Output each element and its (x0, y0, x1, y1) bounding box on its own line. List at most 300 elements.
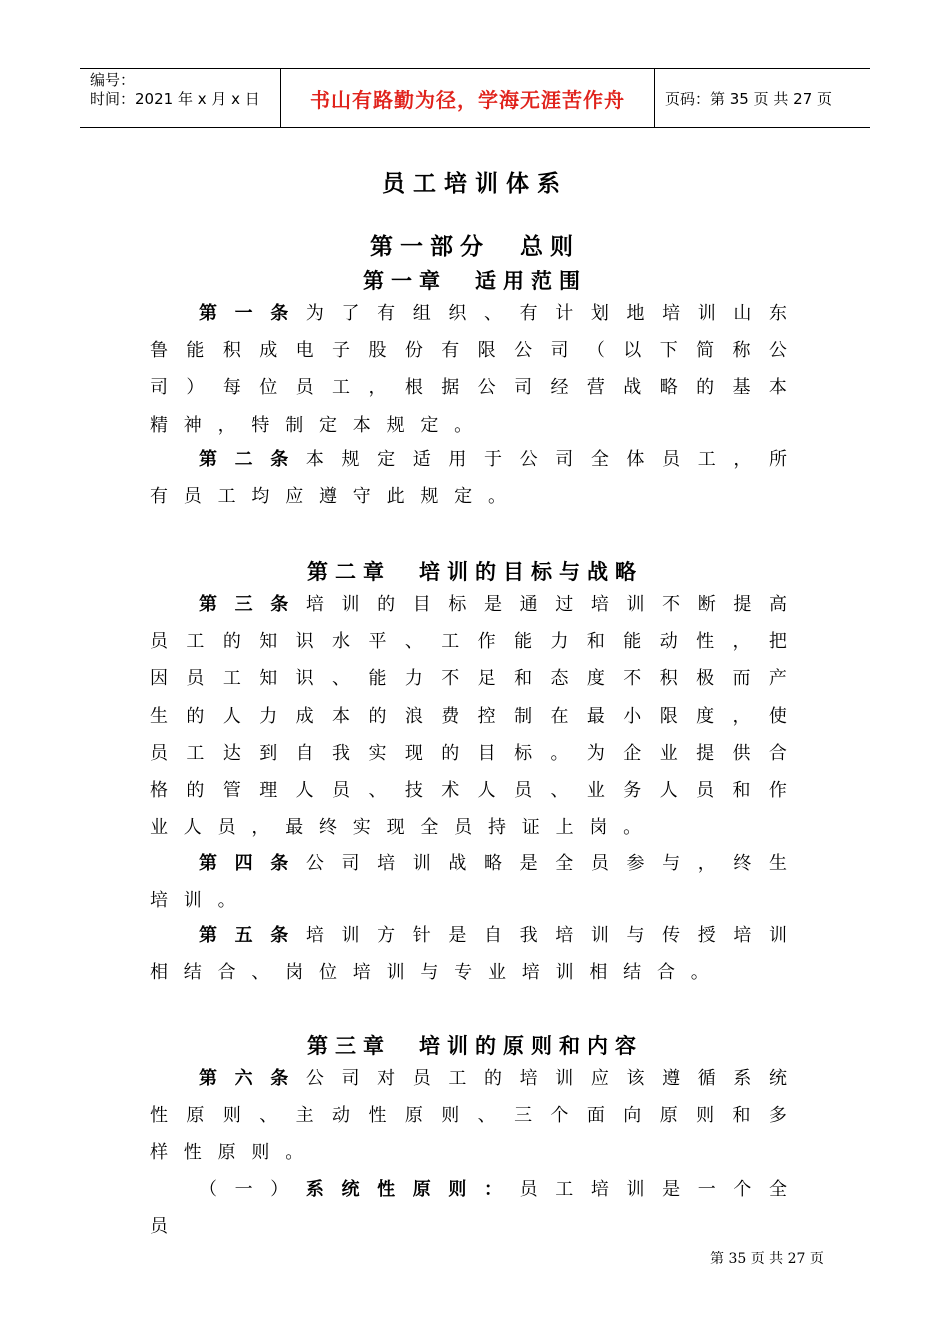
page-footer: 第 35 页 共 27 页 (710, 1251, 824, 1267)
text-char: 司 (555, 449, 574, 470)
text-char: 训 (697, 303, 716, 324)
text-char: 足 (477, 668, 496, 690)
text-char: 的 (441, 742, 460, 764)
article-label-char: 条 (270, 449, 289, 470)
header-motto: 书山有路勤为径，学海无涯苦作舟 (281, 69, 655, 127)
text-char: 性 (150, 1105, 168, 1127)
text-char: 企 (623, 742, 642, 764)
paragraph-line (199, 593, 787, 617)
paragraph-line (150, 779, 787, 803)
paragraph-line (150, 630, 787, 654)
text-char: 而 (732, 668, 751, 690)
chapter-title: 第二章 培训的目标与战略 (307, 560, 643, 584)
text-char: 原 (217, 1142, 236, 1164)
page-header (80, 68, 870, 128)
text-char: 断 (697, 594, 716, 615)
text-char: 培 (521, 962, 540, 984)
text-char: 持 (487, 817, 506, 839)
article-label-char: 第 (199, 449, 217, 470)
text-char: 人 (183, 817, 202, 839)
text-char: 授 (697, 925, 716, 946)
article-label-char: 第 (199, 303, 217, 324)
text-char: 度 (586, 668, 605, 690)
text-char: 生 (150, 705, 168, 727)
text-char: 和 (732, 1105, 751, 1127)
text-char: 识 (295, 668, 314, 690)
paragraph-line (199, 1178, 787, 1202)
text-char: 是 (448, 925, 467, 946)
text-char: 为 (586, 742, 605, 764)
text-char: 有 (519, 303, 538, 324)
text-char: 员 (519, 1179, 538, 1200)
text-char: 多 (768, 1105, 787, 1127)
text-char: 成 (259, 340, 278, 362)
text-char: 培 (662, 303, 681, 324)
text-char: 全 (590, 449, 609, 470)
header-page-code: 页码：第 35 页 共 27 页 (665, 89, 833, 108)
text-char: 下 (659, 340, 678, 362)
article-label-char: 条 (270, 925, 289, 946)
text-char: 战 (448, 853, 467, 874)
text-char: 全 (555, 853, 574, 874)
text-char: 培 (150, 890, 168, 912)
text-char: 与 (662, 853, 681, 874)
text-char: 根 (404, 377, 423, 399)
text-char: 我 (519, 925, 538, 946)
text-char: 遵 (662, 1068, 681, 1089)
text-char: 方 (377, 925, 396, 946)
text-char: 工 (332, 377, 351, 399)
text-char: 度 (696, 705, 715, 727)
text-char: 应 (285, 486, 304, 508)
text-char: 、 (477, 1105, 496, 1127)
article-label-char: 二 (234, 449, 253, 470)
text-char: 积 (222, 340, 241, 362)
text-char: 定 (420, 414, 439, 436)
text-char: 对 (377, 1068, 396, 1089)
text-char: 业 (487, 962, 506, 984)
text-char: 神 (183, 414, 202, 436)
text-char: 达 (222, 742, 241, 764)
text-char: 制 (285, 414, 304, 436)
paragraph-line (150, 376, 787, 400)
text-char: 略 (484, 853, 502, 874)
text-char: 则 (222, 1105, 241, 1127)
text-char: 工 (448, 1068, 467, 1089)
text-char: 训 (626, 1179, 645, 1200)
text-char: 能 (368, 668, 387, 690)
text-char: 因 (150, 668, 168, 690)
text-char: 本 (332, 705, 351, 727)
text-char: 术 (441, 780, 460, 801)
text-char: 性 (183, 1142, 202, 1164)
text-char: 限 (477, 340, 496, 362)
text-char: 公 (305, 1068, 324, 1089)
text-char: 上 (555, 817, 574, 839)
text-char: 计 (555, 303, 574, 324)
text-char: 特 (251, 414, 270, 436)
text-char: 定 (318, 414, 337, 436)
text-char: 组 (412, 303, 431, 324)
text-char: 不 (623, 668, 642, 690)
text-char: 则 (251, 1142, 270, 1164)
paragraph-line (199, 448, 787, 472)
article-label-char: 条 (270, 303, 289, 324)
text-char: 是 (519, 853, 538, 874)
text-char: 工 (186, 742, 205, 764)
text-char: 业 (150, 817, 168, 839)
text-char: 岗 (589, 817, 608, 839)
text-char: 小 (623, 705, 642, 727)
text-char: ） (186, 377, 205, 399)
text-char: 和 (732, 780, 751, 801)
paragraph-line (150, 742, 787, 766)
text-char: 。 (623, 817, 642, 839)
text-char: 守 (352, 486, 371, 508)
text-char: 样 (150, 1142, 168, 1164)
text-char: 面 (586, 1105, 605, 1127)
text-char: 地 (626, 303, 645, 324)
text-char: 作 (477, 631, 496, 653)
text-char: ， (697, 853, 716, 874)
text-char: 平 (368, 631, 387, 653)
article-label-char: 四 (234, 853, 253, 874)
paragraph-line (150, 705, 787, 729)
text-char: 能 (186, 340, 205, 362)
text-char: 员 (183, 486, 202, 508)
text-char: 规 (341, 449, 360, 470)
text-char: 参 (626, 853, 645, 874)
text-char: 则 (696, 1105, 715, 1127)
text-char: 能 (514, 631, 533, 653)
text-char: 到 (259, 742, 278, 764)
text-char: 与 (420, 962, 439, 984)
text-char: 管 (222, 780, 241, 801)
article-label-char: 六 (234, 1068, 253, 1089)
part-title: 第一部分 总则 (370, 234, 580, 260)
text-char: 司 (150, 377, 168, 399)
article-label-char: 系 (305, 1179, 324, 1200)
text-char: 不 (662, 594, 681, 615)
text-char: 员 (454, 817, 473, 839)
text-char: 动 (332, 1105, 351, 1127)
article-label-char: 性 (377, 1179, 396, 1200)
text-char: 合 (656, 962, 675, 984)
text-char: 股 (368, 340, 387, 362)
text-char: 培 (352, 962, 371, 984)
text-char: 公 (305, 853, 324, 874)
text-char: 能 (623, 631, 642, 653)
text-char: 和 (514, 668, 533, 690)
paragraph-line (150, 1141, 787, 1165)
text-char: 员 (150, 1216, 168, 1238)
paragraph-line (199, 924, 787, 948)
article-label-char: 三 (234, 594, 253, 615)
text-char: 的 (186, 705, 205, 727)
text-char: 格 (150, 780, 168, 801)
text-char: 水 (332, 631, 351, 653)
text-char: 成 (295, 705, 314, 727)
text-char: 培 (733, 925, 752, 946)
text-char: 。 (690, 962, 709, 984)
paragraph-line (199, 302, 787, 326)
text-char: 和 (586, 631, 605, 653)
text-char: 工 (555, 1179, 574, 1200)
text-char: 识 (295, 631, 314, 653)
text-char: 、 (404, 631, 423, 653)
text-char: 自 (295, 742, 314, 764)
article-label-char: 第 (199, 1068, 217, 1089)
text-char: 训 (341, 594, 360, 615)
header-meta (80, 69, 281, 127)
text-char: 营 (586, 377, 605, 399)
text-char: 力 (404, 668, 423, 690)
text-char: ， (251, 817, 270, 839)
article-label-char: 条 (270, 1068, 289, 1089)
text-char: 生 (769, 853, 787, 874)
text-char: 训 (341, 925, 360, 946)
text-char: 培 (590, 1179, 609, 1200)
text-char: （ (586, 340, 605, 362)
text-char: 极 (696, 668, 715, 690)
text-char: 一 (234, 1179, 253, 1200)
text-char: 的 (368, 705, 387, 727)
paragraph-line (199, 1067, 787, 1091)
text-char: 称 (732, 340, 751, 362)
text-char: 以 (623, 340, 642, 362)
text-char: 循 (697, 1068, 716, 1089)
text-char: 员 (662, 449, 681, 470)
text-char: ， (217, 414, 236, 436)
article-label-char: 条 (270, 594, 289, 615)
text-char: 员 (217, 817, 236, 839)
text-char: 的 (222, 631, 241, 653)
text-char: 传 (662, 925, 681, 946)
text-char: 高 (769, 594, 787, 615)
text-char: 与 (626, 925, 645, 946)
paragraph-line (150, 414, 787, 438)
text-char: 规 (420, 486, 439, 508)
text-char: 限 (659, 705, 678, 727)
text-char: 。 (454, 414, 473, 436)
text-char: 产 (768, 668, 787, 690)
text-char: 经 (550, 377, 569, 399)
text-char: 原 (404, 1105, 423, 1127)
text-char: 个 (733, 1179, 752, 1200)
text-char: 规 (386, 414, 405, 436)
text-char: 员 (412, 1068, 431, 1089)
text-char: 不 (441, 668, 460, 690)
text-char: 定 (377, 449, 396, 470)
text-char: 最 (586, 705, 605, 727)
text-char: 自 (484, 925, 502, 946)
text-char: 所 (769, 449, 787, 470)
text-char: 知 (259, 631, 278, 653)
text-char: 。 (217, 890, 236, 912)
text-char: 终 (318, 817, 337, 839)
text-char: 略 (659, 377, 678, 399)
article-label-char: 条 (270, 853, 289, 874)
text-char: 为 (305, 303, 324, 324)
text-char: 本 (768, 377, 787, 399)
text-char: 标 (448, 594, 467, 615)
text-char: 培 (590, 594, 609, 615)
chapter-title: 第一章 适用范围 (363, 269, 587, 293)
text-char: 电 (295, 340, 314, 362)
text-char: 最 (285, 817, 304, 839)
text-char: 训 (590, 925, 609, 946)
text-char: 。 (487, 486, 506, 508)
article-label-char: 第 (199, 594, 217, 615)
text-char: 训 (386, 962, 405, 984)
text-char: 浪 (404, 705, 423, 727)
text-char: 训 (555, 962, 574, 984)
text-char: 人 (659, 780, 678, 801)
text-char: 公 (768, 340, 787, 362)
text-char: 训 (626, 594, 645, 615)
text-char: 员 (150, 631, 168, 653)
text-char: 三 (514, 1105, 533, 1127)
text-char: 员 (150, 742, 168, 764)
text-char: 相 (589, 962, 608, 984)
paragraph-line (150, 339, 787, 363)
text-char: 培 (305, 594, 324, 615)
text-char: 有 (150, 486, 168, 508)
text-char: 人 (222, 705, 241, 727)
text-char: 业 (659, 742, 678, 764)
text-char: 态 (550, 668, 569, 690)
text-char: 有 (441, 340, 460, 362)
text-char: 员 (332, 780, 351, 801)
text-char: 此 (386, 486, 405, 508)
text-char: 目 (412, 594, 431, 615)
text-char: 性 (696, 631, 715, 653)
text-char: 该 (626, 1068, 645, 1089)
article-label-char: 一 (234, 303, 253, 324)
text-char: 技 (404, 780, 423, 801)
text-char: 公 (477, 377, 496, 399)
text-char: 全 (420, 817, 439, 839)
text-char: 力 (550, 631, 569, 653)
text-char: 性 (368, 1105, 387, 1127)
text-char: 过 (555, 594, 574, 615)
text-char: 鲁 (150, 340, 168, 362)
text-char: 主 (295, 1105, 314, 1127)
text-char: 用 (448, 449, 467, 470)
text-char: 人 (477, 780, 496, 801)
document-title: 员工培训体系 (382, 171, 568, 197)
text-char: 体 (626, 449, 645, 470)
text-char: 使 (768, 705, 787, 727)
text-char: 简 (696, 340, 715, 362)
text-char: ， (732, 705, 751, 727)
text-char: 实 (352, 817, 371, 839)
text-char: 据 (441, 377, 460, 399)
text-char: 我 (332, 742, 351, 764)
text-char: 结 (183, 962, 202, 984)
text-char: 费 (441, 705, 460, 727)
article-label-char: ： (484, 1179, 502, 1200)
text-char: 作 (768, 780, 787, 801)
text-char: 每 (222, 377, 241, 399)
text-char: 、 (259, 1105, 278, 1127)
paragraph-line (150, 485, 787, 509)
text-char: 、 (368, 780, 387, 801)
text-char: 员 (514, 780, 533, 801)
text-char: 合 (768, 742, 787, 764)
text-char: 应 (590, 1068, 609, 1089)
paragraph-line (150, 1104, 787, 1128)
article-label-char: 第 (199, 853, 217, 874)
text-char: 了 (341, 303, 360, 324)
text-char: 培 (519, 1068, 538, 1089)
text-char: 则 (441, 1105, 460, 1127)
text-char: 司 (514, 377, 533, 399)
text-char: 本 (305, 449, 324, 470)
text-char: 提 (696, 742, 715, 764)
text-char: 证 (521, 817, 540, 839)
article-label-char: 原 (412, 1179, 431, 1200)
chapter-title: 第三章 培训的原则和内容 (307, 1034, 643, 1058)
text-char: 是 (484, 594, 502, 615)
text-char: ） (270, 1179, 289, 1200)
text-char: 全 (769, 1179, 787, 1200)
text-char: 工 (441, 631, 460, 653)
text-char: 培 (555, 925, 574, 946)
text-char: 司 (550, 340, 569, 362)
text-char: 务 (623, 780, 642, 801)
text-char: 在 (550, 705, 569, 727)
paragraph-line (199, 852, 787, 876)
text-char: ， (732, 631, 751, 653)
text-char: 、 (332, 668, 351, 690)
text-char: 的 (696, 377, 715, 399)
article-label-char: 则 (448, 1179, 467, 1200)
text-char: 岗 (285, 962, 304, 984)
article-label-char: 五 (234, 925, 253, 946)
text-char: 东 (769, 303, 787, 324)
text-char: 动 (659, 631, 678, 653)
text-char: 员 (186, 668, 205, 690)
text-char: 。 (285, 1142, 304, 1164)
text-char: 提 (733, 594, 752, 615)
text-char: 训 (412, 853, 431, 874)
text-char: 份 (404, 340, 423, 362)
text-char: 工 (186, 631, 205, 653)
text-char: 、 (251, 962, 270, 984)
text-char: 力 (259, 705, 278, 727)
paragraph-line (150, 667, 787, 691)
text-char: 的 (377, 594, 396, 615)
text-char: 原 (186, 1105, 205, 1127)
text-char: 的 (484, 1068, 502, 1089)
text-char: 于 (484, 449, 502, 470)
text-char: 的 (186, 780, 205, 801)
text-char: 向 (623, 1105, 642, 1127)
text-char: 统 (769, 1068, 787, 1089)
text-char: 适 (412, 449, 431, 470)
text-char: 定 (454, 486, 473, 508)
text-char: 系 (733, 1068, 752, 1089)
text-char: 、 (550, 780, 569, 801)
text-char: 训 (183, 890, 202, 912)
text-char: 训 (769, 925, 787, 946)
text-char: 山 (733, 303, 752, 324)
text-char: 培 (377, 853, 396, 874)
text-char: 终 (733, 853, 752, 874)
document-date: 时间：2021 年 x 月 x 日 (90, 90, 260, 108)
text-char: 工 (222, 668, 241, 690)
